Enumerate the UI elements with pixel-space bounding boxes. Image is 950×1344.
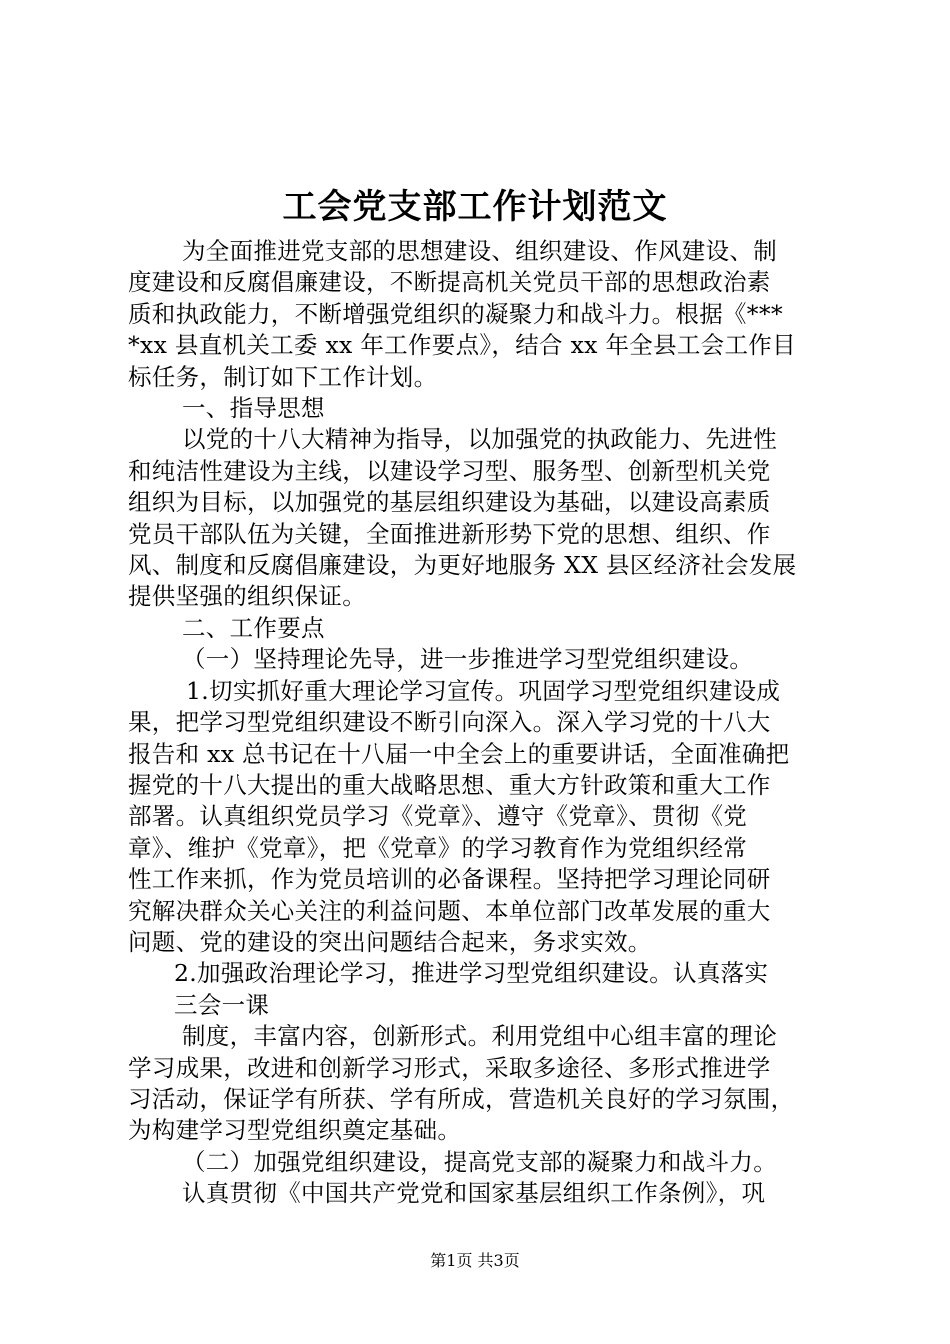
section-heading: 一、指导思想	[182, 394, 325, 423]
paragraph-line: 为全面推进党支部的思想建设、组织建设、作风建设、制	[182, 237, 777, 265]
paragraph-line: 标任务，制订如下工作计划。	[128, 362, 438, 391]
paragraph-line: 党员干部队伍为关键，全面推进新形势下党的思想、组织、作	[128, 519, 771, 548]
paragraph-line: 认真贯彻《中国共产党党和国家基层组织工作条例》，巩	[182, 1179, 766, 1208]
paragraph-line: 问题、党的建设的突出问题结合起来，务求实效。	[128, 927, 652, 956]
paragraph-line: 部署。认真组织党员学习《党章》、遵守《党章》、贯彻《党	[128, 802, 748, 831]
paragraph-line: 以党的十八大精神为指导，以加强党的执政能力、先进性	[182, 425, 777, 454]
page-number-footer: 第1页 共3页	[430, 1251, 520, 1270]
document-body	[128, 236, 828, 1210]
paragraph-line: 习活动，保证学有所获、学有所成，营造机关良好的学习氛围，	[128, 1084, 795, 1113]
document-title: 工会党支部工作计划范文	[282, 187, 668, 227]
paragraph-line: 质和执政能力，不断增强党组织的凝聚力和战斗力。根据《***	[128, 299, 783, 328]
subsection-heading: （二）加强党组织建设，提高党支部的凝聚力和战斗力。	[182, 1147, 777, 1176]
paragraph-line: 为构建学习型党组织奠定基础。	[128, 1116, 462, 1145]
paragraph-line: 三会一课	[174, 990, 270, 1019]
paragraph-line: 究解决群众关心关注的利益问题、本单位部门改革发展的重大	[128, 896, 771, 925]
paragraph-line: 性工作来抓，作为党员培训的必备课程。坚持把学习理论同研	[128, 865, 771, 894]
paragraph-line: 果，把学习型党组织建设不断引向深入。深入学习党的十八大	[128, 708, 771, 737]
subsection-heading: （一）坚持理论先导，进一步推进学习型党组织建设。	[182, 645, 754, 674]
paragraph-line: 1.切实抓好重大理论学习宣传。巩固学习型党组织建设成	[186, 676, 781, 705]
paragraph-line: 组织为目标，以加强党的基层组织建设为基础，以建设高素质	[128, 488, 771, 517]
paragraph-line: 学习成果，改进和创新学习形式，采取多途径、多形式推进学	[128, 1053, 771, 1082]
paragraph-line: 度建设和反腐倡廉建设，不断提高机关党员干部的思想政治素	[128, 268, 771, 297]
paragraph-line: 提供坚强的组织保证。	[128, 582, 366, 611]
paragraph-line: 2.加强政治理论学习，推进学习型党组织建设。认真落实	[174, 959, 769, 988]
paragraph-line: 制度，丰富内容，创新形式。利用党组中心组丰富的理论	[182, 1022, 777, 1051]
section-heading: 二、工作要点	[182, 613, 325, 642]
paragraph-line: 和纯洁性建设为主线，以建设学习型、服务型、创新型机关党	[128, 456, 771, 485]
paragraph-line: 风、制度和反腐倡廉建设，为更好地服务 XX 县区经济社会发展	[128, 551, 797, 580]
paragraph-line: 握党的十八大提出的重大战略思想、重大方针政策和重大工作	[128, 770, 771, 799]
paragraph-line: 章》、维护《党章》，把《党章》的学习教育作为党组织经常	[128, 833, 748, 862]
paragraph-line: *xx 县直机关工委 xx 年工作要点》，结合 xx 年全县工会工作目	[128, 331, 796, 360]
paragraph-line: 报告和 xx 总书记在十八届一中全会上的重要讲话，全面准确把	[128, 739, 790, 768]
